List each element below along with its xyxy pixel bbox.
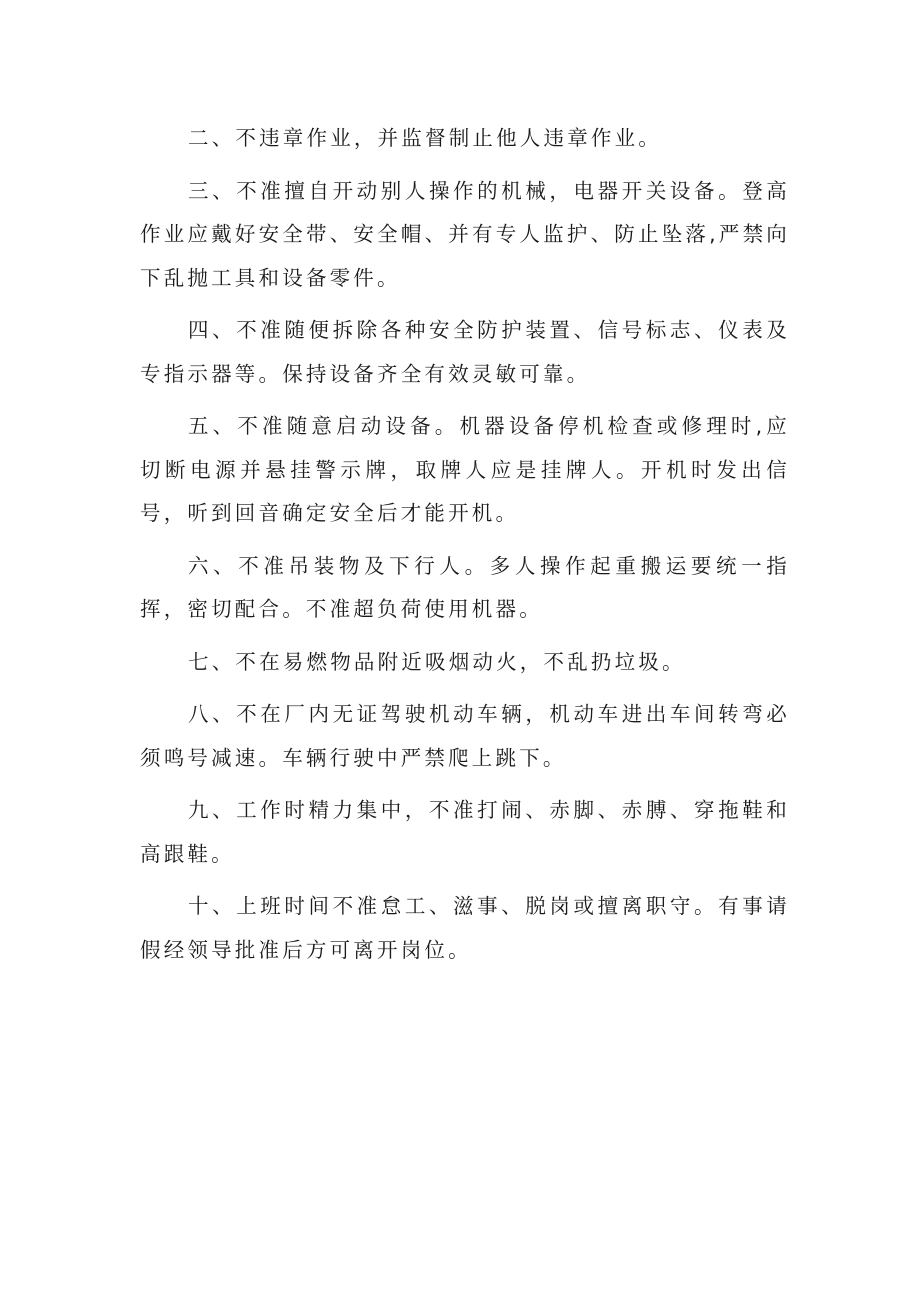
document-body [140, 117, 790, 981]
rule-paragraph-9: 九、工作时精力集中，不准打闹、赤脚、赤膊、穿拖鞋和高跟鞋。 [140, 798, 790, 866]
rule-paragraph-8: 八、不在厂内无证驾驶机动车辆，机动车进出车间转弯必须鸣号减速。车辆行驶中严禁爬上跳下。 [140, 702, 790, 770]
rule-paragraph-10: 十、上班时间不准怠工、滋事、脱岗或擅离职守。有事请假经领导批准后方可离开岗位。 [140, 894, 790, 962]
rule-paragraph-5: 五、不准随意启动设备。机器设备停机检查或修理时,应切断电源并悬挂警示牌，取牌人应是挂牌人。开机时发出信号，听到回音确定安全后才能开机。 [140, 414, 790, 525]
rule-paragraph-3: 三、不准擅自开动别人操作的机械，电器开关设备。登高作业应戴好安全带、安全帽、并有专人监护、防止坠落,严禁向下乱抛工具和设备零件。 [140, 178, 790, 290]
rule-paragraph-6: 六、不准吊装物及下行人。多人操作起重搬运要统一指挥，密切配合。不准超负荷使用机器。 [140, 553, 790, 621]
rule-paragraph-4: 四、不准随便拆除各种安全防护装置、信号标志、仪表及专指示器等。保持设备齐全有效灵敏可靠。 [140, 318, 790, 386]
rule-paragraph-2: 二、不违章作业，并监督制止他人违章作业。 [188, 126, 662, 150]
rule-paragraph-7: 七、不在易燃物品附近吸烟动火，不乱扔垃圾。 [188, 649, 686, 674]
